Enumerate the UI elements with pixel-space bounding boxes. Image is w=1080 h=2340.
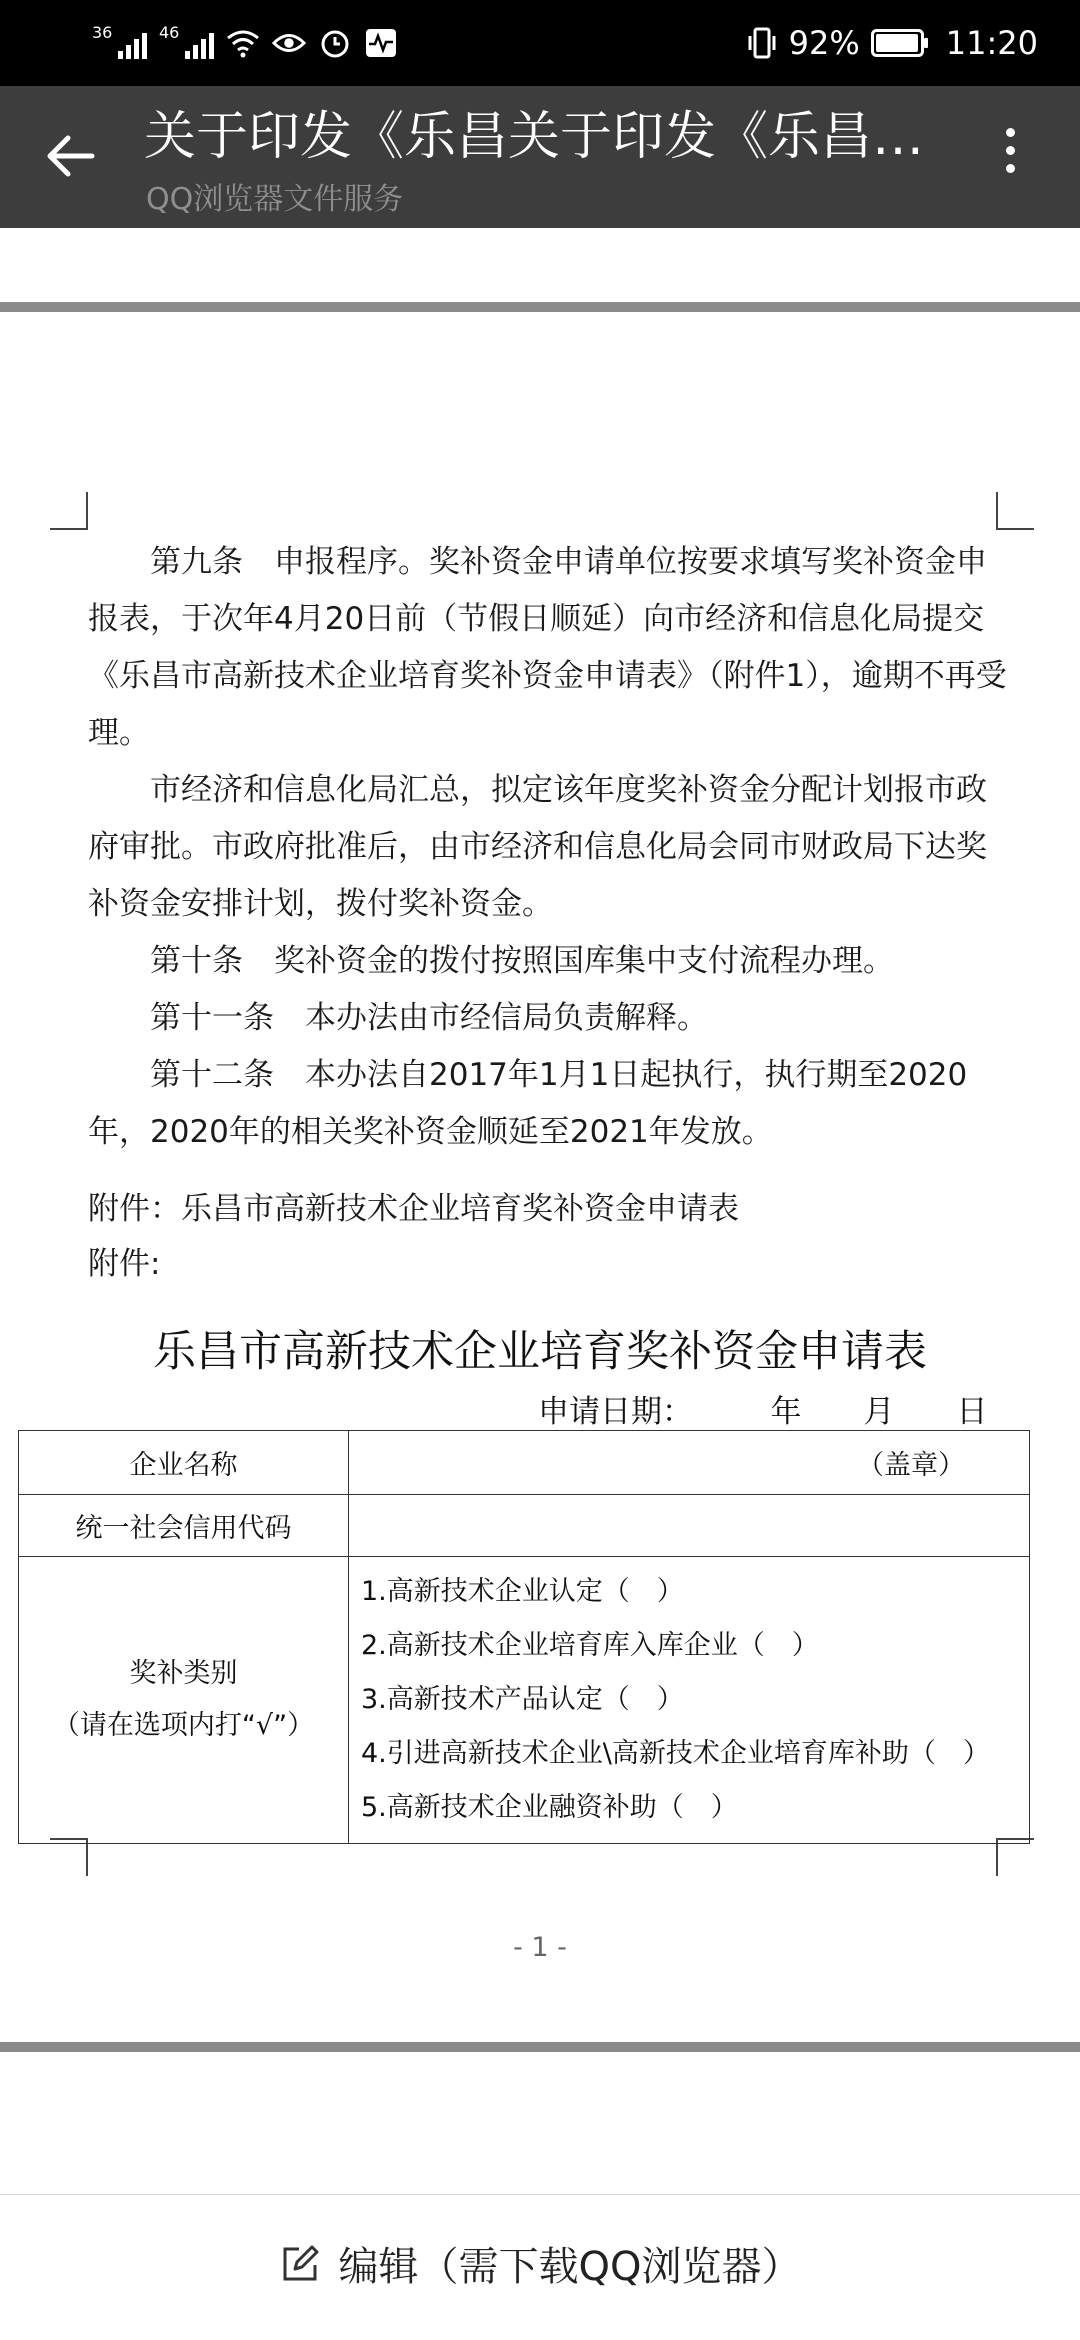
- award-option: 3.高新技术产品认定（ ）: [361, 1684, 684, 1715]
- award-type-label: 奖补类别: [129, 1658, 238, 1689]
- status-bar: [0, 0, 1080, 86]
- document-title: 关于印发《乐昌关于印发《乐昌…: [144, 107, 925, 167]
- paragraph: 第十二条 本办法自2017年1月1日起执行，执行期至2020年，2020年的相关奖补资金顺延至2021年发放。: [88, 1057, 968, 1150]
- paragraph: 第九条 申报程序。奖补资金申请单位按要求填写奖补资金申报表，于次年4月20日前（节假日顺延）向市经济和信息化局提交《乐昌市高新技术企业培育奖补资金申请表》（附件1），逾期不再受理。: [88, 544, 1007, 751]
- cell-signal-icon: [159, 23, 214, 59]
- document-subtitle: QQ浏览器文件服务: [146, 182, 404, 217]
- status-left-icons: [92, 20, 398, 66]
- crop-mark-top-left: [50, 492, 88, 530]
- award-option: 4.引进高新技术企业\高新技术企业培育库补助（ ）: [361, 1738, 990, 1769]
- credit-code-cell: [349, 1495, 1030, 1557]
- network-type-label: 46: [159, 23, 180, 42]
- crop-mark-top-right: [996, 492, 1034, 530]
- award-type-label-cell: [19, 1557, 349, 1844]
- status-right-icons: [745, 20, 1038, 66]
- table-row: [19, 1495, 1030, 1557]
- wifi-icon: [226, 26, 260, 60]
- page-bottom-divider: [0, 2042, 1080, 2052]
- document-body: [88, 534, 1008, 1290]
- battery-percent: 92%: [788, 24, 860, 62]
- paragraph: 第十条 奖补资金的拨付按照国库集中支付流程办理。: [150, 943, 894, 979]
- award-option: 5.高新技术企业融资补助（ ）: [361, 1792, 738, 1823]
- application-form-table: [18, 1430, 1030, 1844]
- company-name-cell: [349, 1431, 1030, 1495]
- attachment-line: 附件：乐昌市高新技术企业培育奖补资金申请表: [88, 1191, 739, 1227]
- vibrate-icon: [745, 26, 779, 60]
- back-arrow-icon[interactable]: [40, 126, 100, 186]
- cell-signal-icon: [92, 23, 147, 59]
- edit-button[interactable]: [0, 2235, 1080, 2292]
- award-type-options: [349, 1557, 1030, 1844]
- paragraph: 第十一条 本办法由市经信局负责解释。: [150, 1000, 708, 1036]
- edit-icon: [279, 2243, 321, 2285]
- table-row: [19, 1431, 1030, 1495]
- award-type-hint: （请在选项内打“√”）: [52, 1710, 315, 1741]
- clock-time: 11:20: [945, 24, 1038, 62]
- page-number: - 1 -: [513, 1932, 567, 1963]
- page-top-divider: [0, 302, 1080, 312]
- seal-label: （盖章）: [857, 1450, 965, 1481]
- app-bar: [0, 86, 1080, 228]
- paragraph: 市经济和信息化局汇总，拟定该年度奖补资金分配计划报市政府审批。市政府批准后，由市经济和信息化局会同市财政局下达奖补资金安排计划，拨付奖补资金。: [88, 772, 987, 922]
- network-type-label: 36: [92, 23, 113, 42]
- battery-icon: [870, 26, 930, 60]
- attachment-label: 附件:: [88, 1246, 161, 1282]
- credit-code-label: 统一社会信用代码: [19, 1495, 349, 1557]
- award-option: 1.高新技术企业认定（ ）: [361, 1576, 684, 1607]
- alarm-icon: [318, 26, 352, 60]
- form-date: 申请日期： 年 月 日: [538, 1394, 988, 1430]
- form-title: 乐昌市高新技术企业培育奖补资金申请表: [153, 1327, 927, 1377]
- more-menu-icon[interactable]: [990, 128, 1030, 188]
- activity-icon: [364, 26, 398, 60]
- award-option: 2.高新技术企业培育库入库企业（ ）: [361, 1630, 819, 1661]
- eye-icon: [272, 26, 306, 60]
- table-row: [19, 1557, 1030, 1844]
- bottom-bar: [0, 2194, 1080, 2340]
- company-name-label: 企业名称: [19, 1431, 349, 1495]
- edit-label: 编辑（需下载QQ浏览器）: [338, 2244, 802, 2290]
